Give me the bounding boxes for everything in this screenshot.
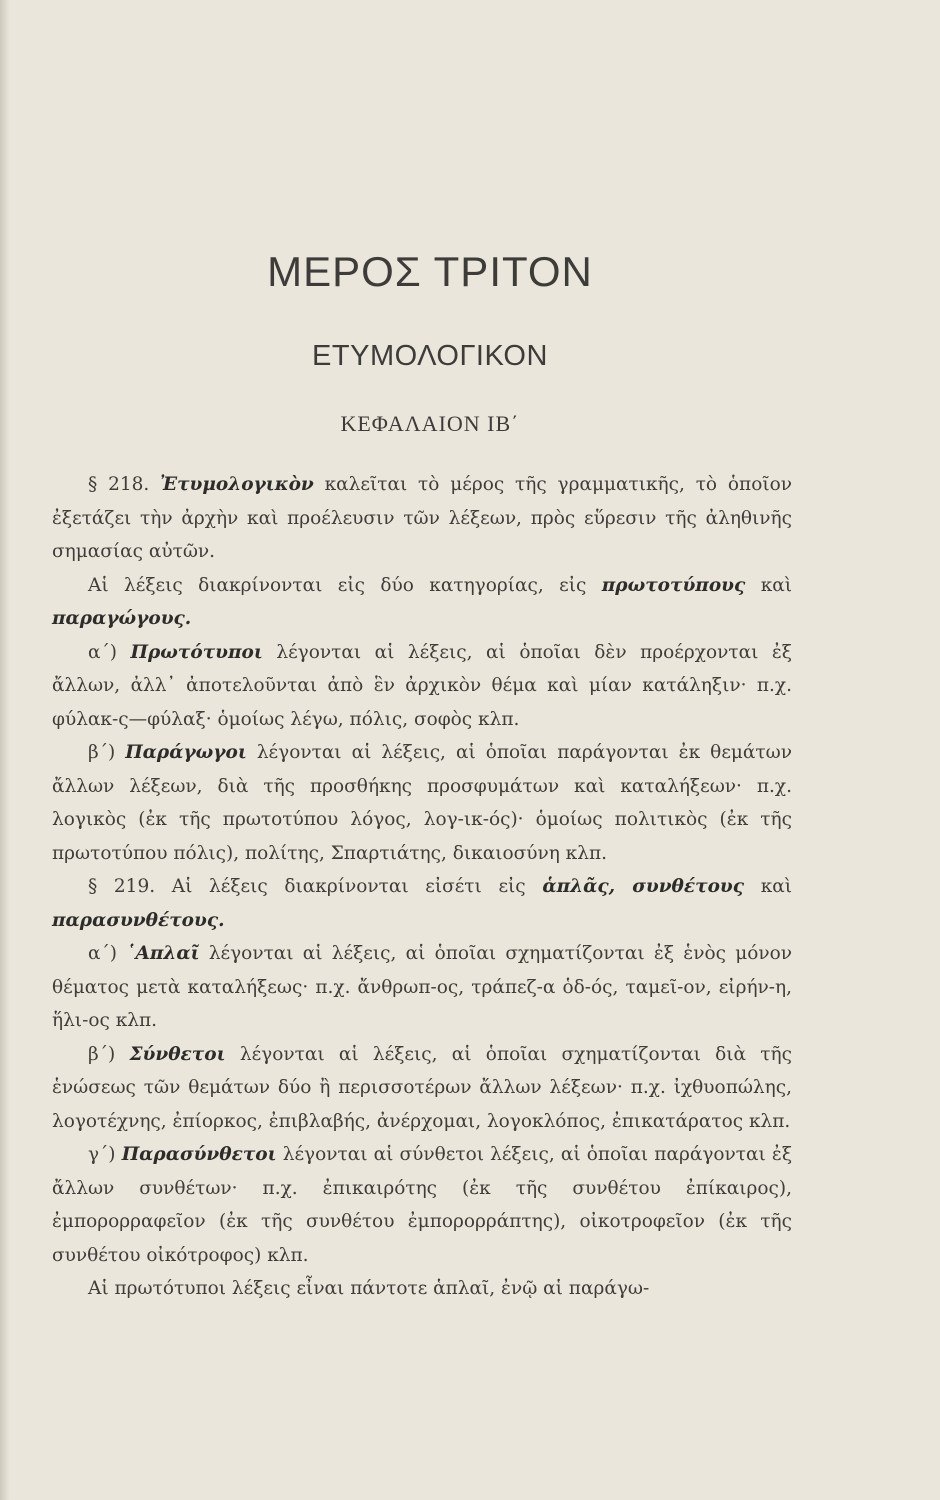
term-parasynthetoi: Παρασύνθετοι [121, 1144, 277, 1165]
page-edge-shadow [0, 0, 10, 1500]
paragraph-aplai [52, 937, 792, 1038]
paragraph-categories [52, 569, 792, 636]
term-prototypous: πρωτοτύπους [601, 574, 746, 596]
paragraph-text: καὶ [760, 876, 793, 897]
paragraph-218 [52, 468, 792, 569]
paragraph-text: λέγονται αἱ σύνθετοι λέξεις, αἱ ὁποῖαι παράγονται ἐξ ἄλλων συνθέτων· π.χ. ἐπικαιρότης (ἐκ τῆς συνθέτου ἐπίκαιρος), ἐμπορορραφεῖον (ἐκ τῆς συνθέτου ἐμπορορράπτης), οἰκοτροφεῖον (ἐκ τῆς συνθέτου οἰκότροφος) κλπ. [52, 1144, 793, 1266]
term-prototypoi: Πρωτότυποι [130, 641, 263, 663]
term-parasynthetous: παρασυνθέτους. [52, 909, 225, 931]
paragraph-final [52, 1272, 792, 1306]
paragraph-219 [52, 870, 792, 937]
paragraph-synthetoi [52, 1038, 792, 1139]
paragraph-text: Αἱ λέξεις διακρίνονται εἰς δύο κατηγορίας, εἰς [88, 574, 587, 596]
paragraph-text: Αἱ λέξεις διακρίνονται εἰσέτι εἰς [171, 876, 526, 897]
term-aplai: ῾Απλαῖ [126, 943, 200, 964]
term-etymologikon: Ἐτυμολογικὸν [160, 474, 314, 495]
item-label: γ΄) [88, 1144, 116, 1165]
paragraph-text: καὶ [760, 574, 792, 596]
paragraph-text: Αἱ πρωτότυποι λέξεις εἶναι πάντοτε ἁπλαῖ, ἐνῷ αἱ παράγω- [88, 1278, 650, 1299]
paragraph-text: λέγονται αἱ λέξεις, αἱ ὁποῖαι σχηματίζονται διὰ τῆς ἑνώσεως τῶν θεμάτων δύο ἢ περισσοτέρων ἄλλων λέξεων· π.χ. ἰχθυοπώλης, λογοτέχνης, ἐπίορκος, ἐπιβλαβής, ἀνέρχομαι, λογοκλόπος, ἐπικατάρατος κλπ. [52, 1043, 792, 1132]
paragraph-text: λέγονται αἱ λέξεις, αἱ ὁποῖαι παράγονται ἐκ θεμάτων ἄλλων λέξεων, διὰ τῆς προσθήκης προσφυμάτων καὶ καταλήξεων· π.χ. λογικὸς (ἐκ τῆς πρωτοτύπου λόγος, λογ-ικ-ός)· ὁμοίως πολιτικὸς (ἐκ τῆς πρωτοτύπου πόλις), πολίτης, Σπαρτιάτης, δικαιοσύνη κλπ. [52, 742, 792, 864]
section-number: § 219. [88, 876, 156, 897]
term-paragogoi: Παράγωγοι [125, 742, 247, 763]
chapter-title: ΚΕΦΑΛΑΙΟΝ ΙΒ΄ [340, 411, 520, 436]
item-label: α΄) [88, 641, 117, 663]
paragraph-text: λέγονται αἱ λέξεις, αἱ ὁποῖαι σχηματίζονται ἐξ ἑνὸς μόνον θέματος μετὰ καταλήξεως· π.χ. ἄνθρωπ-ος, τράπεζ-α ὁδ-ός, ταμεῖ-ον, εἰρήν-η, ἥλι-ος κλπ. [52, 943, 792, 1031]
term-paragogous: παραγώγους. [52, 608, 192, 629]
section-number: § 218. [88, 474, 150, 495]
part-title: ΜΕΡΟΣ ΤΡΙΤΟΝ [267, 248, 593, 295]
paragraph-text: λέγονται αἱ λέξεις, αἱ ὁποῖαι δὲν προέρχονται ἐξ ἄλλων, ἀλλ᾽ ἀποτελοῦνται ἀπὸ ἓν ἀρχικὸν θέμα καὶ μίαν κατάληξιν· π.χ. φύλακ-ς—φύλαξ· ὁμοίως λέγω, πόλις, σοφὸς κλπ. [52, 641, 792, 730]
paragraph-parasynthetoi [52, 1138, 792, 1272]
item-label: α΄) [88, 943, 117, 964]
term-aplas-synthetous: ἁπλᾶς, συνθέτους [542, 876, 745, 897]
term-synthetoi: Σύνθετοι [129, 1043, 226, 1065]
item-label: β΄) [88, 1043, 116, 1065]
paragraph-paragogoi [52, 736, 792, 870]
paragraph-text: καλεῖται τὸ μέρος τῆς γραμματικῆς, τὸ ὁποῖον ἐξετάζει τὴν ἀρχὴν καὶ προέλευσιν τῶν λέξεων, πρὸς εὕρεσιν τῆς ἀληθινῆς σημασίας αὐτῶν. [52, 474, 792, 562]
paragraph-prototypoi [52, 636, 792, 737]
item-label: β΄) [88, 742, 116, 763]
body-text [52, 468, 792, 1306]
section-title: ΕΤΥΜΟΛΟΓΙΚΟΝ [312, 340, 548, 372]
